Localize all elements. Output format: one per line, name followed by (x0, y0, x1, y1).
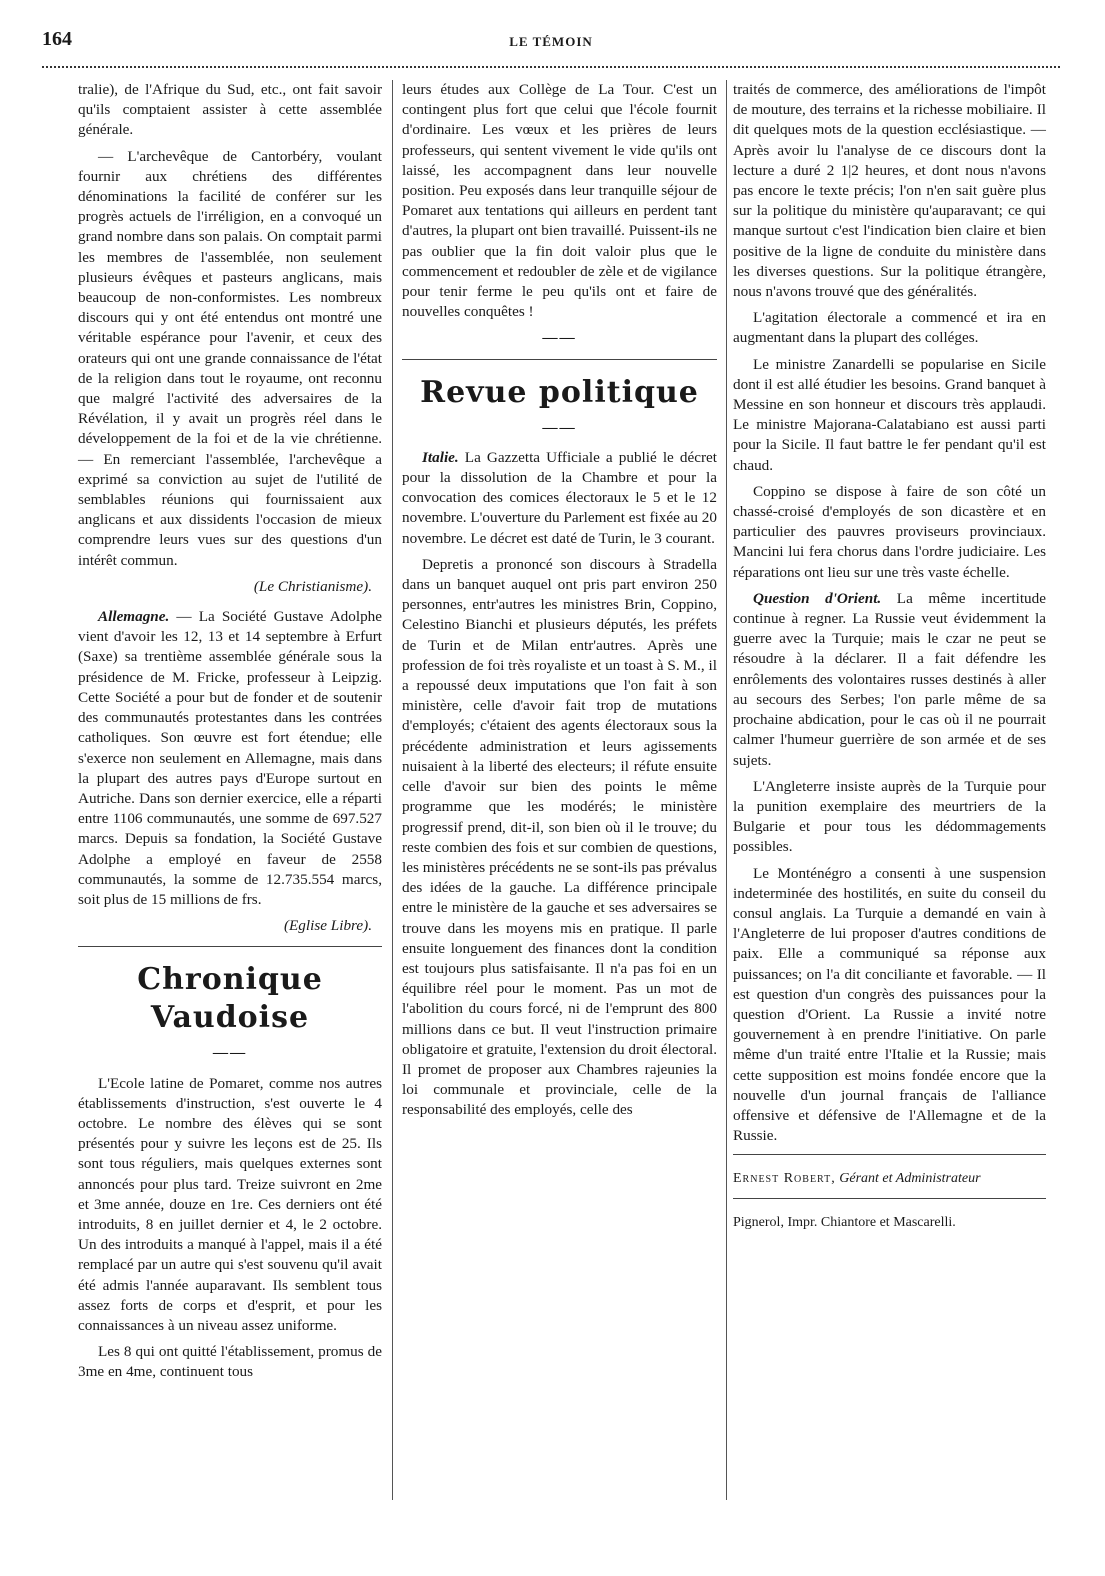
footer-divider (733, 1154, 1046, 1155)
column-3 (733, 80, 1046, 1239)
section-title: Revue politique (420, 374, 699, 410)
country-label: Allemagne. (98, 608, 170, 626)
section-title: Chronique Vaudoise (137, 962, 323, 1036)
column-1 (78, 80, 382, 1389)
paragraph: Le ministre Zanardelli se popularise en Sicile dont il est allé étudier les besoins. Grand banquet à Messine en son honneur et discours très applaudi. Le ministre Majorana-Calatabiano est aussi parti pour la Sicile. Il faut battre le fer pendant qu'il est chaud. (733, 355, 1046, 474)
source-attribution: (Eglise Libre). (283, 917, 372, 935)
column-divider (392, 80, 393, 1500)
paragraph: leurs études aux Collège de La Tour. C'est un contingent plus fort que celui que l'école fournit d'ordinaire. Les vœux et les prières de leurs professeurs, qui sentent vivement le vide qu'ils ont laissé, les accompagnent dans leur nouvelle position. Peu exposés dans leur tranquille séjour de Pomaret aux tentations qui ailleurs en perdent tant d'autres, la plupart ont bien travaillé. Puissent-ils ne pas oublier que la fin doit valoir plus que le commencement et redoubler de zèle et de vigilance pour tenir ferme le peu qu'ils ont et faire de nouvelles conquêtes ! (402, 81, 717, 321)
paragraph: L'agitation électorale a commencé et ira en augmentant dans la plupart des colléges. (733, 309, 1046, 347)
manager-title: Gérant et Administrateur (835, 1171, 981, 1187)
paragraph-text: La Gazzetta Ufficiale a publié le décret pour la dissolution de la Chambre et pour la convocation des comices électoraux le 5 et le 12 novembre. L'ouverture du Parlement est fixée au 20 novembre. Le décret est daté de Turin, le 3 courant. (402, 448, 717, 547)
separator-dash: —— (542, 329, 577, 347)
column-2 (402, 80, 717, 1127)
manager-credit (733, 1169, 1046, 1189)
paragraph-allemagne (78, 607, 382, 910)
topic-label: Question d'Orient. (753, 589, 882, 607)
paragraph: Le Monténégro a consenti à une suspension indeterminée des hostilités, en suite du conseil du consul anglais. La Turquie a demandé en vain à l'Angleterre de lui proposer d'autres conditions de paix. Elle a communiqué sa réponse aux puissances; on l'a dit conciliante et favorable. — Il est question d'un congrès des puissances pour la question d'Orient. La Russie a invité notre gouvernement à en prendre l'initiative. On parle même d'un traité entre l'Italie et la Russie; mais cette supposition est moins fondée encore que la nouvelle d'un journal français de l'alliance offensive et défensive de l'Allemagne et de la Russie. (733, 864, 1046, 1145)
country-label: Italie. (422, 448, 459, 466)
footer-divider (733, 1198, 1046, 1199)
section-divider (402, 359, 717, 360)
paragraph: Les 8 qui ont quitté l'établissement, promus de 3me en 4me, continuent tous (78, 1343, 382, 1381)
newspaper-title: LE TÉMOIN (509, 34, 593, 49)
paragraph: tralie), de l'Afrique du Sud, etc., ont fait savoir qu'ils comptaient assister à cette assemblée générale. (78, 81, 382, 139)
column-divider (726, 80, 727, 1500)
source-attribution: (Le Christianisme). (253, 577, 372, 595)
paragraph-italie (402, 448, 717, 549)
paragraph: Depretis a prononcé son discours à Stradella dans un banquet auquel ont pris part environ 250 personnes, entr'autres les ministres Brin, Coppino, Celestino Bianchi et plusieurs députés, les préfets de Turin et de Milan entr'autres. Après une profession de foi très royaliste et un toast à S. M., il a repoussé deux imputations que l'on fait à son ministère, celle d'avoir fait trop de mutations d'employés; c'étaient des agents électoraux sous la précédente administration et leurs agissements nuisaient à la liberté des electeurs; il réfute ensuite celle d'avoir sur bien des points le même programme que les modérés; le ministère progressif prend, dit-il, son bien où il le trouve; du reste combien des fois et sur combien de questions, les ministères précédents ne se sont-ils pas prévalus des idées de la gauche. La différence principale entre le ministère de la gauche et ses adversaires se trouve dans les moyens mis en pratique. Il parle ensuite longuement des finances dont la condition est toujours plus satisfaisante. Il n'a pas foi en un équilibre réel pour le moment. Pas un mot de l'abolition du cours forcé, ni de l'emprunt des 800 millions dans ce but. Il veut l'instruction primaire obligatoire et gratuite, l'extension du droit électoral. Il promet de proposer aux Chambres rajeunies la loi communale et provinciale, celle de la responsabilité des employés, celle des (402, 555, 717, 1119)
title-dash: —— (542, 418, 577, 436)
page-header (42, 28, 1060, 62)
section-divider (78, 946, 382, 947)
paragraph: — L'archevêque de Cantorbéry, voulant fournir aux chrétiens des différentes dénominations la facilité de conférer sur les progrès actuels de l'irréligion, en a convoqué un grand nombre dans son palais. On comptait parmi les membres de l'assemblée, non seulement plusieurs évêques et pasteurs anglicans, mais beaucoup de non-conformistes. Les nombreux discours qui y ont été entendus ont montré une véritable espérance pour l'avenir, et ceux des orateurs qui ont une grande connaissance de l'état de la religion dans tout le royaume, ont reconnu que malgré l'activité des adversaires de la Révélation, il y avait un progrès réel dans le développement de la foi et de la vie chrétienne. — En remerciant l'assemblée, l'archevêque a exprimé sa conviction au sujet de l'utilité de semblables réunions qui fournissaient aux anglicans et aux dissidents l'occasion de mieux comprendre leurs vues sur des questions d'un intérêt commun. (78, 147, 382, 569)
paragraph-text: — La Société Gustave Adolphe vient d'avoir les 12, 13 et 14 septembre à Erfurt (Saxe) sa trentième assemblée générale sous la présidence de M. Fricke, professeur à Leipzig. Cette Société a pour but de fonder et de soutenir des communautés protestantes dans les contrées catholiques. Son œuvre est fort étendue; elle s'exerce non seulement en Allemagne, mais dans la plupart des autres pays d'Europe surtout en Autriche. Dans son dernier exercice, elle a réparti entre 1106 communautés, une somme de 697.527 marcs. Depuis sa fondation, la Société Gustave Adolphe a employé en faveur de 2558 communautés, la somme de 12.735.554 marcs, soit plus de 15 millions de frs. (78, 608, 382, 908)
page-number: 164 (42, 28, 72, 50)
title-dash: —— (212, 1044, 248, 1062)
paragraph: traités de commerce, des améliorations de l'impôt de mouture, des terrains et la richesse mobiliaire. Il dit quelques mots de la question ecclésiastique. — Après avoir lu l'analyse de ce discours dont la lecture a duré 2 1|2 heures, et dont nous n'avons pas encore le texte précis; l'on n'en sait guère plus sur la politique du ministère qu'auparavant; ce qui manque surtout c'est l'indication bien claire et bien positive de la ligne de conduite du ministère dans les diverses questions. Sur la politique étrangère, nous n'avons trouvé que des généralités. (733, 81, 1046, 301)
paragraph: L'Angleterre insiste auprès de la Turquie pour la punition exemplaire des meurtriers de la Bulgarie et pour tous les dédommagements possibles. (733, 777, 1046, 856)
header-rule (42, 66, 1060, 68)
paragraph-text: La même incertitude continue à regner. La Russie veut évidemment la guerre avec la Turquie; mais le czar ne peut se résoudre à la déclarer. Il a fait défendre les enrôlements des volontaires russes destinés à aller au secours des Serbes; l'on parle même de sa prochaine abdication, pour le cas où il ne pourrait calmer l'humeur guerrière de son armée et de ses sujets. (733, 589, 1046, 769)
printer-credit: Pignerol, Impr. Chiantore et Mascarelli. (733, 1214, 956, 1230)
manager-name: Ernest Robert, (733, 1171, 836, 1187)
paragraph: Coppino se dispose à faire de son côté un chassé-croisé d'employés de son dicastère et en particulier des pauvres proviseurs provinciaux. Mancini lui fera chorus dans l'ordre judiciaire. Les réparations ont lieu sur une très vaste échelle. (733, 482, 1046, 581)
paragraph: L'Ecole latine de Pomaret, comme nos autres établissements d'instruction, s'est ouverte le 4 octobre. Le nombre des élèves qui se sont présentés pour y suivre les leçons est de 25. Ils sont tous réguliers, mais quelques externes sont annoncés pour plus tard. Treize suivront en 2me et 3me année, douze en 1re. Ces derniers ont été introduits, 8 en juillet dernier et 4, le 2 octobre. Un des introduits a manqué à l'appel, mais il a été remplacé par un autre qui s'est souvenu qu'il avait été admis l'année auparavant. Ils semblent tous assez forts de corps et d'esprit, et pour les connaissances à un niveau assez uniforme. (78, 1074, 382, 1334)
paragraph-orient (733, 589, 1046, 771)
